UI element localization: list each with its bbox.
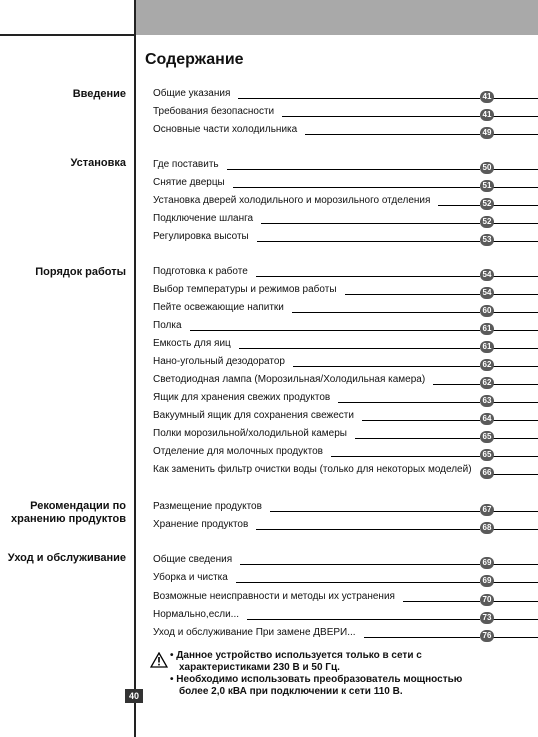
- toc-tail-line: [493, 402, 538, 403]
- toc-leader-line: [345, 294, 480, 295]
- toc-entry: [153, 627, 538, 643]
- divider-horizontal: [0, 34, 136, 36]
- toc-tail-line: [493, 420, 538, 421]
- toc-leader-line: [238, 98, 480, 99]
- toc-page-badge: 52: [480, 216, 494, 228]
- toc-tail-line: [493, 98, 538, 99]
- toc-page-badge: 73: [480, 612, 494, 624]
- toc-entry-label: Размещение продуктов: [153, 501, 268, 512]
- toc-leader-line: [227, 169, 480, 170]
- toc-entry-label: Полка: [153, 320, 188, 331]
- toc-entry-label: Полки морозильной/холодильной камеры: [153, 428, 353, 439]
- toc-entry: [153, 572, 538, 588]
- toc-page-badge: 62: [480, 377, 494, 389]
- toc-leader-line: [362, 420, 480, 421]
- toc-entry: [153, 464, 538, 480]
- toc-tail-line: [493, 474, 538, 475]
- toc-entry-label: Пейте освежающие напитки: [153, 302, 290, 313]
- toc-page-badge: 76: [480, 630, 494, 642]
- toc-leader-line: [364, 637, 480, 638]
- toc-tail-line: [493, 529, 538, 530]
- toc-leader-line: [433, 384, 480, 385]
- toc-leader-line: [438, 205, 480, 206]
- section-installation: Установка: [70, 157, 126, 169]
- toc-tail-line: [493, 601, 538, 602]
- toc-entry-label: Где поставить: [153, 159, 225, 170]
- toc-entry: [153, 374, 538, 390]
- toc-leader-line: [292, 312, 480, 313]
- toc-entry-label: Выбор температуры и режимов работы: [153, 284, 343, 295]
- toc-leader-line: [282, 116, 480, 117]
- toc-entry: [153, 356, 538, 372]
- toc-leader-line: [190, 330, 480, 331]
- toc-entry: [153, 591, 538, 607]
- toc-entry: [153, 302, 538, 318]
- note-voltage: [170, 650, 422, 674]
- toc-entry-label: Уборка и чистка: [153, 572, 234, 583]
- toc-page-badge: 69: [480, 557, 494, 569]
- toc-entry: [153, 428, 538, 444]
- toc-entry: [153, 159, 538, 175]
- toc-entry: [153, 124, 538, 140]
- toc-leader-line: [293, 366, 480, 367]
- toc-page-badge: 61: [480, 341, 494, 353]
- note-converter: [170, 674, 462, 698]
- toc-entry: [153, 213, 538, 229]
- toc-page-badge: 66: [480, 467, 494, 479]
- toc-page-badge: 50: [480, 162, 494, 174]
- toc-entry: [153, 320, 538, 336]
- toc-tail-line: [493, 456, 538, 457]
- toc-entry: [153, 609, 538, 625]
- note-voltage-line2: характеристиками 230 В и 50 Гц.: [179, 662, 340, 673]
- toc-page-badge: 52: [480, 198, 494, 210]
- toc-page-badge: 64: [480, 413, 494, 425]
- toc-page-badge: 60: [480, 305, 494, 317]
- toc-entry-label: Снятие дверцы: [153, 177, 231, 188]
- toc-tail-line: [493, 116, 538, 117]
- toc-entry-label: Подключение шланга: [153, 213, 259, 224]
- toc-entry-label: Общие сведения: [153, 554, 238, 565]
- toc-tail-line: [493, 637, 538, 638]
- toc-entry: [153, 554, 538, 570]
- note-converter-line2: более 2,0 кВА при подключении к сети 110 В.: [179, 686, 403, 697]
- toc-tail-line: [493, 564, 538, 565]
- toc-page-badge: 51: [480, 180, 494, 192]
- toc-entry-label: Нано-угольный дезодоратор: [153, 356, 291, 367]
- toc-entry: [153, 177, 538, 193]
- toc-tail-line: [493, 312, 538, 313]
- section-operation: Порядок работы: [35, 266, 126, 278]
- toc-entry-label: Основные части холодильника: [153, 124, 303, 135]
- toc-entry: [153, 88, 538, 104]
- toc-page-badge: 65: [480, 449, 494, 461]
- toc-leader-line: [240, 564, 480, 565]
- toc-entry-label: Емкость для яиц: [153, 338, 237, 349]
- warning-icon: [150, 652, 168, 668]
- toc-tail-line: [493, 384, 538, 385]
- toc-leader-line: [256, 276, 480, 277]
- toc-entry-label: Отделение для молочных продуктов: [153, 446, 329, 457]
- toc-tail-line: [493, 582, 538, 583]
- toc-page-badge: 53: [480, 234, 494, 246]
- toc-page-badge: 62: [480, 359, 494, 371]
- toc-tail-line: [493, 223, 538, 224]
- toc-leader-line: [261, 223, 480, 224]
- toc-leader-line: [239, 348, 480, 349]
- toc-entry-label: Светодиодная лампа (Морозильная/Холодильная камера): [153, 374, 431, 385]
- toc-entry-label: Как заменить фильтр очистки воды (только для некоторых моделей): [153, 464, 478, 475]
- toc-leader-line: [236, 582, 480, 583]
- toc-entry: [153, 195, 538, 211]
- toc-page-badge: 65: [480, 431, 494, 443]
- toc-tail-line: [493, 187, 538, 188]
- toc-tail-line: [493, 134, 538, 135]
- toc-leader-line: [233, 187, 480, 188]
- toc-leader-line: [403, 601, 480, 602]
- toc-entry-label: Нормально,если...: [153, 609, 245, 620]
- toc-entry: [153, 231, 538, 247]
- toc-page-badge: 63: [480, 395, 494, 407]
- header-bar: [136, 0, 538, 35]
- toc-leader-line: [247, 619, 480, 620]
- toc-entry: [153, 284, 538, 300]
- toc-page-badge: 41: [480, 91, 494, 103]
- toc-leader-line: [305, 134, 480, 135]
- toc-entry: [153, 338, 538, 354]
- section-storage: Рекомендации по хранению продуктов: [11, 500, 126, 525]
- toc-leader-line: [331, 456, 480, 457]
- toc-tail-line: [493, 169, 538, 170]
- divider-vertical: [134, 0, 136, 737]
- toc-page-badge: 68: [480, 522, 494, 534]
- toc-entry-label: Ящик для хранения свежих продуктов: [153, 392, 336, 403]
- toc-page-badge: 67: [480, 504, 494, 516]
- toc-tail-line: [493, 438, 538, 439]
- toc-entry-label: Уход и обслуживание При замене ДВЕРИ...: [153, 627, 362, 638]
- toc-tail-line: [493, 619, 538, 620]
- toc-page-badge: 61: [480, 323, 494, 335]
- section-care: Уход и обслуживание: [7, 552, 126, 564]
- toc-entry-label: Общие указания: [153, 88, 236, 99]
- toc-entry-label: Требования безопасности: [153, 106, 280, 117]
- toc-entry: [153, 519, 538, 535]
- toc-entry-label: Регулировка высоты: [153, 231, 255, 242]
- toc-entry: [153, 266, 538, 282]
- page-title: Содержание: [145, 51, 244, 68]
- toc-tail-line: [493, 294, 538, 295]
- toc-leader-line: [257, 241, 480, 242]
- toc-entry-label: Возможные неисправности и методы их устранения: [153, 591, 401, 602]
- toc-tail-line: [493, 276, 538, 277]
- toc-leader-line: [256, 529, 480, 530]
- toc-entry-label: Хранение продуктов: [153, 519, 254, 530]
- toc-page-badge: 49: [480, 127, 494, 139]
- toc-leader-line: [338, 402, 480, 403]
- note-voltage-line1: • Данное устройство используется только в сети с: [170, 650, 422, 661]
- toc-tail-line: [493, 511, 538, 512]
- toc-tail-line: [493, 348, 538, 349]
- page-number: 40: [125, 689, 143, 703]
- toc-tail-line: [493, 366, 538, 367]
- toc-page-badge: 54: [480, 269, 494, 281]
- toc-entry: [153, 410, 538, 426]
- toc-tail-line: [493, 330, 538, 331]
- toc-page-badge: 70: [480, 594, 494, 606]
- note-converter-line1: • Необходимо использовать преобразователь мощностью: [170, 674, 463, 685]
- toc-entry-label: Установка дверей холодильного и морозильного отделения: [153, 195, 436, 206]
- toc-entry-label: Вакуумный ящик для сохранения свежести: [153, 410, 360, 421]
- toc-tail-line: [493, 241, 538, 242]
- toc-entry: [153, 392, 538, 408]
- section-intro: Введение: [72, 88, 126, 100]
- toc-tail-line: [493, 205, 538, 206]
- toc-leader-line: [355, 438, 480, 439]
- toc-page-badge: 69: [480, 575, 494, 587]
- toc-entry-label: Подготовка к работе: [153, 266, 254, 277]
- toc-leader-line: [270, 511, 480, 512]
- toc-page-badge: 54: [480, 287, 494, 299]
- toc-entry: [153, 446, 538, 462]
- toc-page-badge: 41: [480, 109, 494, 121]
- toc-entry: [153, 501, 538, 517]
- toc-entry: [153, 106, 538, 122]
